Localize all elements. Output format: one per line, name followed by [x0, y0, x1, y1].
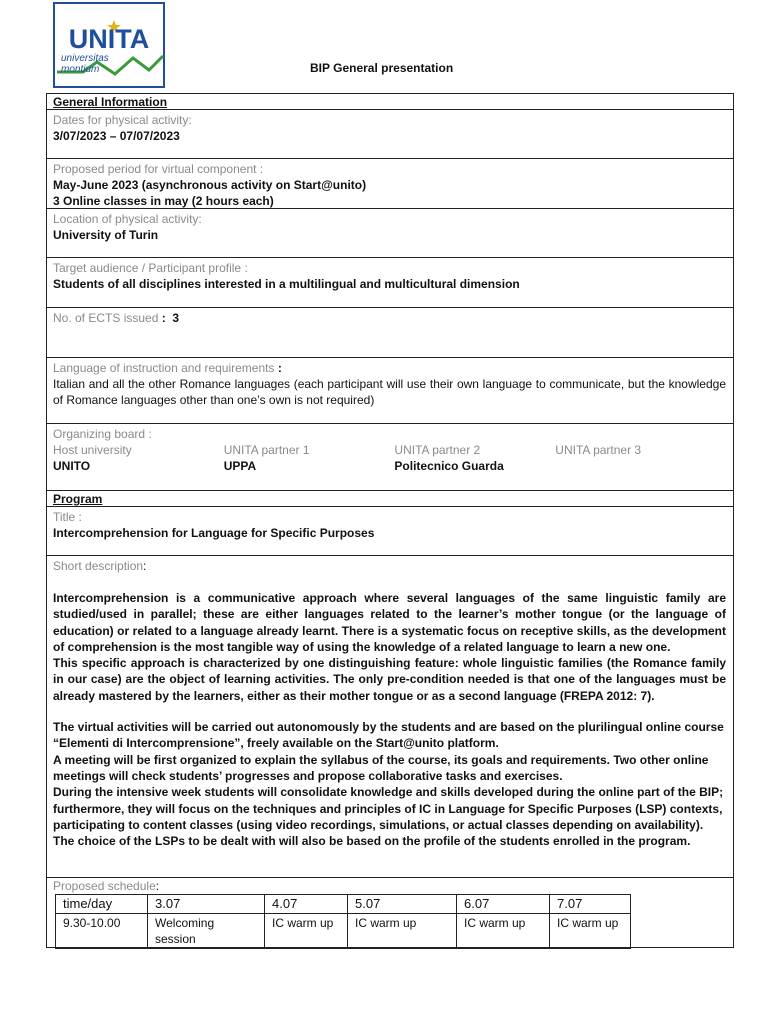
virtual-row [47, 159, 733, 209]
organizing-board-label: Organizing board : [53, 427, 152, 441]
general-info-heading: General Information [53, 95, 168, 109]
dates-value: 3/07/2023 – 07/07/2023 [53, 129, 180, 143]
schedule-row [47, 878, 733, 948]
audience-row [47, 258, 733, 308]
description-paragraph: A meeting will be first organized to explain the syllabus of the course, its goals and requirements. Two other online meetings will check students’ progresses and propose collaborative tasks and exercises. [53, 752, 709, 783]
schedule-cell: IC warm up [265, 914, 348, 949]
partner-host [53, 442, 224, 474]
schedule-colon: : [155, 879, 160, 893]
partner-1 [224, 442, 395, 474]
ects-label: No. of ECTS issued [53, 311, 159, 325]
partner-2 [394, 442, 555, 474]
unita-logo [53, 2, 165, 88]
short-description-colon: : [143, 559, 147, 573]
description-paragraph: During the intensive week students will consolidate knowledge and skills developed during the online part of the BIP; furthermore, they will focus on the techniques and principles of IC in Language for Specific Purposes (LSP) contexts, participating to content classes (using video recordings, simulations, or actual classes depending on availability). The choice of the LSPs to be dealt with will also be based on the profile of the students enrolled in the program. [53, 785, 724, 849]
ects-row [47, 308, 733, 358]
short-description-label: Short description [53, 559, 144, 573]
virtual-value-2: 3 Online classes in may (2 hours each) [53, 194, 274, 208]
partner-value: UNITO [53, 459, 91, 473]
logo-name: UNITA [68, 24, 150, 54]
partner-label: UNITA partner 3 [555, 443, 642, 457]
location-value: University of Turin [53, 228, 159, 242]
schedule-header-cell: 6.07 [457, 895, 550, 914]
presentation-form [46, 93, 734, 948]
schedule-header-cell: time/day [56, 895, 148, 914]
schedule-table [55, 894, 631, 949]
dates-label: Dates for physical activity: [53, 113, 192, 127]
general-info-heading-row [47, 94, 733, 110]
schedule-row-0930 [56, 914, 631, 949]
virtual-label: Proposed period for virtual component : [53, 162, 264, 176]
schedule-cell: IC warm up [550, 914, 631, 949]
partner-value: UPPA [223, 459, 257, 473]
partner-3 [555, 442, 726, 474]
language-row [47, 358, 733, 424]
ects-value: 3 [172, 311, 180, 325]
description-paragraph: The virtual activities will be carried out autonomously by the students and are based on the plurilingual online course “Elementi di Intercomprensione”, freely available on the Start@unito platform. [53, 720, 724, 751]
logo-line2: montium [61, 64, 100, 75]
schedule-header-cell: 5.07 [348, 895, 457, 914]
title-value: Intercomprehension for Language for Specific Purposes [53, 526, 375, 540]
ects-separator: : [158, 311, 173, 325]
logo-line1: universitas [61, 53, 109, 64]
partner-label: Host university [53, 443, 132, 457]
schedule-header-cell: 4.07 [265, 895, 348, 914]
language-label: Language of instruction and requirements [53, 361, 275, 375]
partners-grid [53, 442, 726, 474]
program-heading: Program [53, 492, 103, 506]
audience-value: Students of all disciplines interested in a multilingual and multicultural dimension [53, 277, 520, 291]
partner-label: UNITA partner 2 [394, 443, 481, 457]
language-separator: : [274, 361, 282, 375]
schedule-header-cell: 7.07 [550, 895, 631, 914]
schedule-cell: IC warm up [457, 914, 550, 949]
location-label: Location of physical activity: [53, 212, 202, 226]
language-value: Italian and all the other Romance languages (each participant will use their own language to communicate, but the knowledge of Romance languages other than one’s own is not required) [53, 377, 726, 407]
audience-label: Target audience / Participant profile : [53, 261, 248, 275]
schedule-cell: Welcoming session [148, 914, 265, 949]
schedule-header-row [56, 895, 631, 914]
location-row [47, 209, 733, 258]
partner-value: Politecnico Guarda [394, 459, 504, 473]
document-title: BIP General presentation [310, 61, 454, 75]
description-paragraph: Intercomprehension is a communicative approach where several languages of the same linguistic family are studied/used in parallel; these are either languages related to the learner’s mother tongue (or the language of education) or related to a language already learnt. There is a systematic focus on receptive skills, as the development of comprehension is the most tangible way of using the knowledge of a related language to learn a new one. [53, 591, 726, 654]
short-description-row [47, 556, 733, 878]
schedule-header-cell: 3.07 [148, 895, 265, 914]
description-paragraph: This specific approach is characterized by one distinguishing feature: whole linguistic families (the Romance family in our case) are the object of learning activities. The only pre-condition needed is that one of the languages must be already mastered by the learners, either as their mother tongue or as a second language (FREPA 2012: 7). [53, 656, 726, 703]
title-label: Title : [53, 510, 82, 524]
organizing-board-row [47, 424, 733, 491]
virtual-value-1: May-June 2023 (asynchronous activity on Start@unito) [53, 178, 367, 192]
schedule-cell: IC warm up [348, 914, 457, 949]
dates-row [47, 110, 733, 159]
title-row [47, 507, 733, 556]
partner-label: UNITA partner 1 [223, 443, 310, 457]
schedule-cell: 9.30-10.00 [56, 914, 148, 949]
schedule-label: Proposed schedule [53, 879, 156, 893]
program-heading-row [47, 491, 733, 507]
